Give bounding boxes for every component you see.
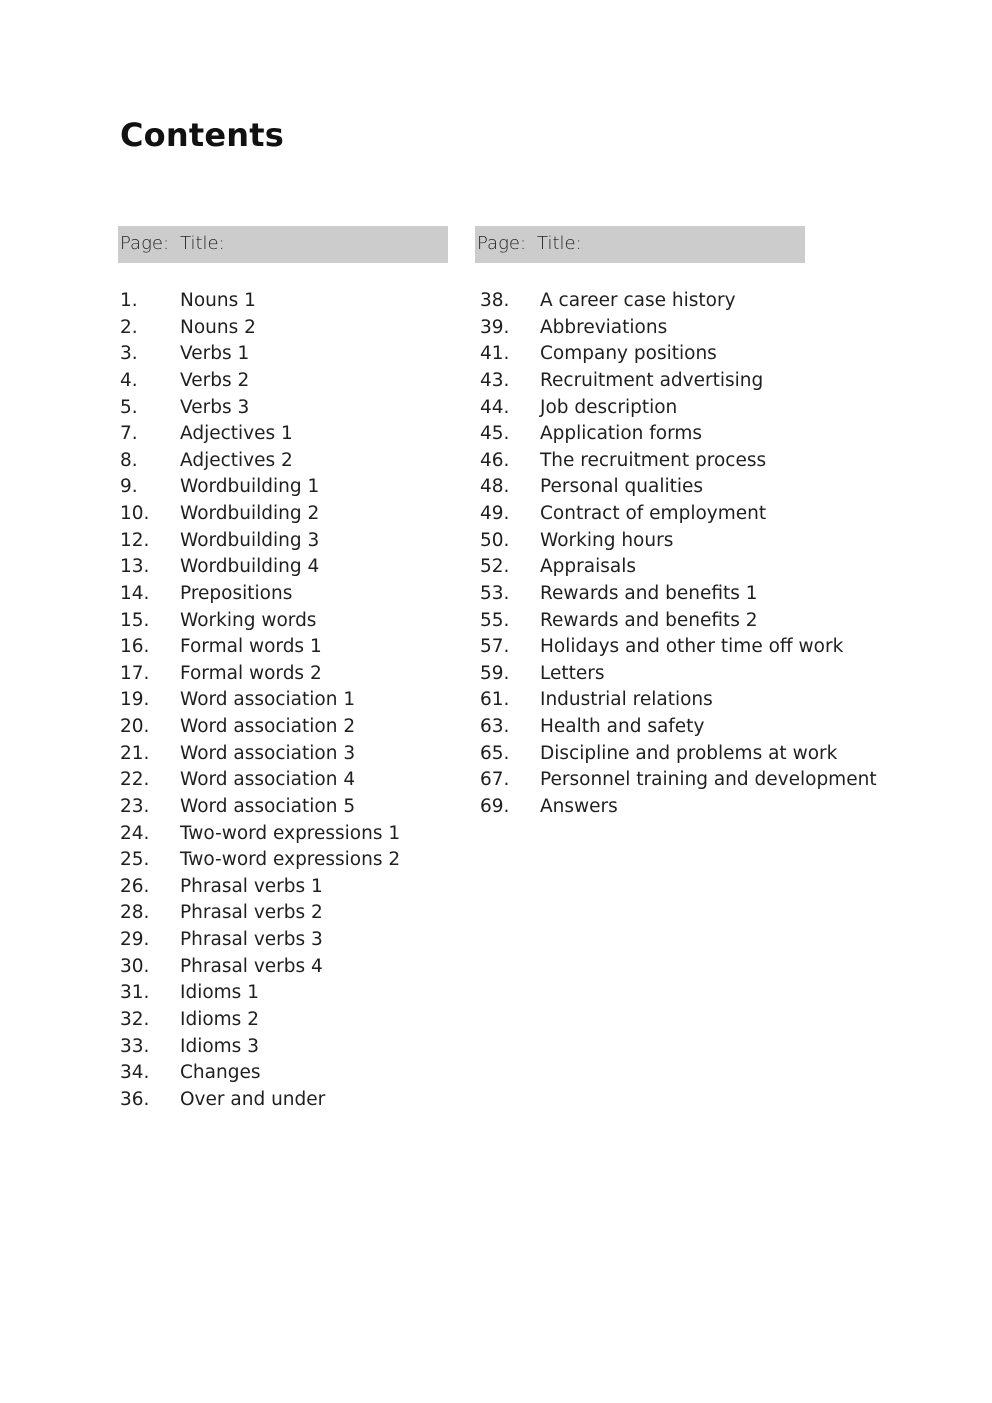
- entry-title: Health and safety: [540, 716, 705, 737]
- entry-page-number: 23.: [120, 795, 150, 817]
- entry-page-number: 41.: [480, 343, 510, 365]
- entry-title: Idioms 3: [180, 1035, 259, 1057]
- entry-title: Over and under: [180, 1088, 326, 1110]
- entry-title: Phrasal verbs 3: [180, 929, 323, 950]
- entry-title: Changes: [180, 1062, 261, 1084]
- entry-title: Word association 5: [180, 795, 356, 817]
- entry-title: Two-word expressions 1: [180, 822, 401, 844]
- entry-page-number: 13.: [120, 556, 150, 578]
- entry-title: Phrasal verbs 2: [180, 902, 323, 924]
- entry-title: Phrasal verbs 1: [180, 875, 323, 897]
- entry-page-number: 48.: [480, 476, 510, 498]
- entry-title: Personnel training and development: [540, 769, 877, 791]
- entry-page-number: 1.: [120, 290, 138, 311]
- entry-title: Adjectives 2: [180, 449, 293, 471]
- entry-page-number: 69.: [480, 795, 510, 817]
- entry-page-number: 17.: [120, 662, 150, 684]
- entry-page-number: 55.: [480, 609, 510, 631]
- entry-page-number: 25.: [120, 849, 150, 871]
- entry-page-number: 15.: [120, 609, 150, 631]
- entry-page-number: 46.: [480, 449, 510, 471]
- entry-page-number: 22.: [120, 769, 150, 791]
- entry-page-number: 39.: [480, 316, 510, 338]
- entry-page-number: 49.: [480, 503, 510, 524]
- entry-page-number: 59.: [480, 662, 510, 684]
- entry-title: Prepositions: [180, 582, 293, 604]
- entry-page-number: 67.: [480, 769, 510, 791]
- entry-title: Phrasal verbs 4: [180, 955, 323, 977]
- entry-title: Contract of employment: [540, 503, 767, 524]
- page-title: Contents: [120, 116, 284, 154]
- entry-page-number: 24.: [120, 822, 150, 844]
- entry-page-number: 2.: [120, 316, 138, 338]
- entry-title: Application forms: [540, 423, 703, 445]
- entry-page-number: 43.: [480, 369, 510, 391]
- entry-page-number: 12.: [120, 529, 150, 551]
- entry-page-number: 61.: [480, 689, 510, 711]
- entry-title: Adjectives 1: [180, 423, 293, 445]
- entry-page-number: 19.: [120, 689, 150, 711]
- entry-title: Wordbuilding 3: [180, 529, 320, 551]
- entry-title: Job description: [540, 396, 678, 418]
- entry-page-number: 5.: [120, 396, 138, 418]
- entry-page-number: 36.: [120, 1088, 150, 1110]
- entry-title: Word association 3: [180, 742, 356, 764]
- entry-page-number: 57.: [480, 636, 510, 658]
- entry-title: Wordbuilding 2: [180, 503, 320, 524]
- entry-title: Abbreviations: [540, 316, 668, 338]
- entry-title: Word association 4: [180, 769, 356, 791]
- entry-title: Formal words 1: [180, 636, 322, 658]
- entry-title: Letters: [540, 662, 605, 684]
- entry-page-number: 26.: [120, 875, 150, 897]
- entry-page-number: 33.: [120, 1035, 150, 1057]
- entry-page-number: 30.: [120, 955, 150, 977]
- entry-page-number: 21.: [120, 742, 150, 764]
- entry-title: A career case history: [540, 290, 736, 311]
- entry-page-number: 32.: [120, 1008, 150, 1030]
- entry-title: Two-word expressions 2: [180, 849, 401, 871]
- entry-title: Personal qualities: [540, 476, 704, 498]
- entry-title: Idioms 2: [180, 1008, 259, 1030]
- entry-title: Answers: [540, 795, 618, 817]
- entry-page-number: 29.: [120, 929, 150, 950]
- entry-page-number: 38.: [480, 290, 510, 311]
- entry-page-number: 63.: [480, 716, 510, 737]
- entry-title: Working words: [180, 609, 317, 631]
- entry-title: Wordbuilding 4: [180, 556, 320, 578]
- entry-page-number: 14.: [120, 582, 150, 604]
- entry-title: Formal words 2: [180, 662, 322, 684]
- right-column-header: [475, 226, 805, 263]
- entry-title: Word association 1: [180, 689, 356, 711]
- entry-title: Idioms 1: [180, 982, 259, 1004]
- entry-page-number: 9.: [120, 476, 138, 498]
- entry-title: Appraisals: [540, 556, 636, 578]
- entry-title: Rewards and benefits 1: [540, 582, 758, 604]
- entry-page-number: 7.: [120, 423, 138, 445]
- entry-title: Verbs 1: [180, 343, 250, 365]
- entry-title: Industrial relations: [540, 689, 713, 711]
- left-column-header: [118, 226, 448, 263]
- entry-page-number: 3.: [120, 343, 138, 365]
- entry-page-number: 50.: [480, 529, 510, 551]
- entry-page-number: 44.: [480, 396, 510, 418]
- entry-page-number: 16.: [120, 636, 150, 658]
- entry-title: Holidays and other time off work: [540, 636, 844, 658]
- entry-page-number: 52.: [480, 556, 510, 578]
- entry-page-number: 28.: [120, 902, 150, 924]
- entry-page-number: 31.: [120, 982, 150, 1004]
- entry-page-number: 4.: [120, 369, 138, 391]
- entry-title: Discipline and problems at work: [540, 742, 838, 764]
- entry-page-number: 34.: [120, 1062, 150, 1084]
- title-column-label: Title:: [537, 233, 582, 254]
- entry-title: Recruitment advertising: [540, 369, 764, 391]
- entry-title: Verbs 2: [180, 369, 250, 391]
- page-column-label: Page:: [120, 233, 170, 254]
- entry-page-number: 8.: [120, 449, 138, 471]
- entry-title: Word association 2: [180, 716, 356, 737]
- entry-title: The recruitment process: [540, 449, 767, 471]
- entry-page-number: 10.: [120, 503, 150, 524]
- entry-title: Nouns 2: [180, 316, 256, 338]
- entry-title: Wordbuilding 1: [180, 476, 320, 498]
- entry-page-number: 53.: [480, 582, 510, 604]
- title-column-label: Title:: [180, 233, 225, 254]
- entry-title: Company positions: [540, 343, 717, 365]
- entry-title: Working hours: [540, 529, 674, 551]
- entry-title: Nouns 1: [180, 290, 256, 311]
- page-column-label: Page:: [477, 233, 527, 254]
- entry-page-number: 20.: [120, 716, 150, 737]
- entry-page-number: 65.: [480, 742, 510, 764]
- entry-page-number: 45.: [480, 423, 510, 445]
- entry-title: Rewards and benefits 2: [540, 609, 758, 631]
- entry-title: Verbs 3: [180, 396, 250, 418]
